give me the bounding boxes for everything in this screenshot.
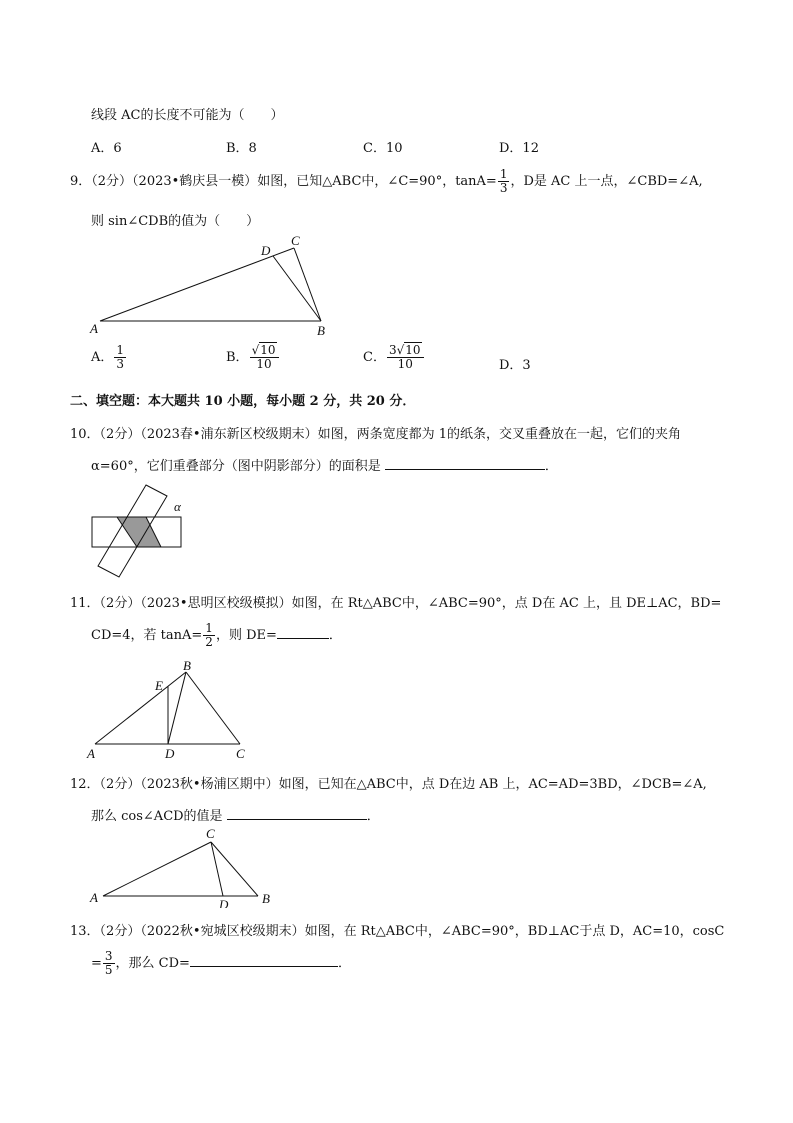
q9-label-d: D [261,243,271,258]
q11-line1: 11．（2分）（2023•思明区校级模拟）如图，在 Rt△ABC中，∠ABC=90°，点 D在 AC 上，且 DE⊥AC，BD= [70,596,722,611]
q9-line2: 则 sin∠CDB的值为（ ） [91,214,260,229]
q12-label-a: A [90,890,98,905]
q11-label-e: E [155,678,163,693]
q8-option-a[interactable]: A．6 [91,141,122,156]
q10-line2: α=60°，它们重叠部分（图中阴影部分）的面积是 ． [91,459,558,474]
q13-line2: = $\frac{3}{5}$ ，那么 CD= ． [91,949,351,977]
q9-option-c[interactable]: C． $\frac{3√10}{10}$ [363,344,425,371]
q9-option-d[interactable]: D．3 [499,358,531,373]
q11-label-d: D [165,746,175,761]
q12-label-d: D [219,897,229,908]
q11-label-b: B [183,658,191,673]
q9-label-b: B [317,323,325,338]
q8-option-d[interactable]: D．12 [499,141,539,156]
q9-label-a: A [90,321,98,336]
section-2-heading: 二、填空题：本大题共 10 小题，每小题 2 分，共 20 分． [70,394,416,409]
q10-line1: 10．（2分）（2023春•浦东新区校级期末）如图，两条宽度都为 1的纸条，交叉重叠放在一起，它们的夹角 [70,427,681,442]
q11-label-c: C [236,746,245,761]
q12-triangle-figure [85,822,280,908]
q13-line1: 13．（2分）（2022秋•宛城区校级期末）如图，在 Rt△ABC中，∠ABC=90°，BD⊥AC于点 D，AC=10，cosC [70,924,725,939]
q8-stem: 线段 AC的长度不可能为（ ） [91,108,284,123]
q11-label-a: A [87,746,95,761]
q9-option-b[interactable]: B． $\frac{√10}{10}$ [226,344,280,371]
q9-option-a[interactable]: A． $\frac{1}{3}$ [91,343,125,371]
q10-alpha-label: α [174,499,181,514]
q9-header: 9．（2分）（2023•鹤庆县一模）如图，已知△ABC中，∠C=90°，tanA= $\frac{1}{3}$ ，D是 AC 上一点，∠CBD=∠A, [70,167,703,195]
q11-triangle-figure [85,658,255,764]
q12-label-c: C [206,826,215,841]
q12-line2: 那么 cos∠ACD的值是 ． [91,809,380,824]
q12-answer-blank[interactable] [227,807,367,820]
q12-line1: 12．（2分）（2023秋•杨浦区期中）如图，已知在△ABC中，点 D在边 AB 上，AC=AD=3BD，∠DCB=∠A, [70,777,707,792]
q12-label-b: B [262,891,270,906]
q9-label-c: C [291,233,300,248]
q13-answer-blank[interactable] [190,954,338,967]
q9-triangle-figure [85,232,345,340]
q11-line2: CD=4，若 tanA= $\frac{1}{2}$ ，则 DE= ． [91,621,342,649]
q11-answer-blank[interactable] [277,626,329,639]
q8-option-b[interactable]: B．8 [226,141,257,156]
q10-paper-strips-figure [88,482,193,582]
q8-option-c[interactable]: C．10 [363,141,403,156]
q10-answer-blank[interactable] [385,457,545,470]
